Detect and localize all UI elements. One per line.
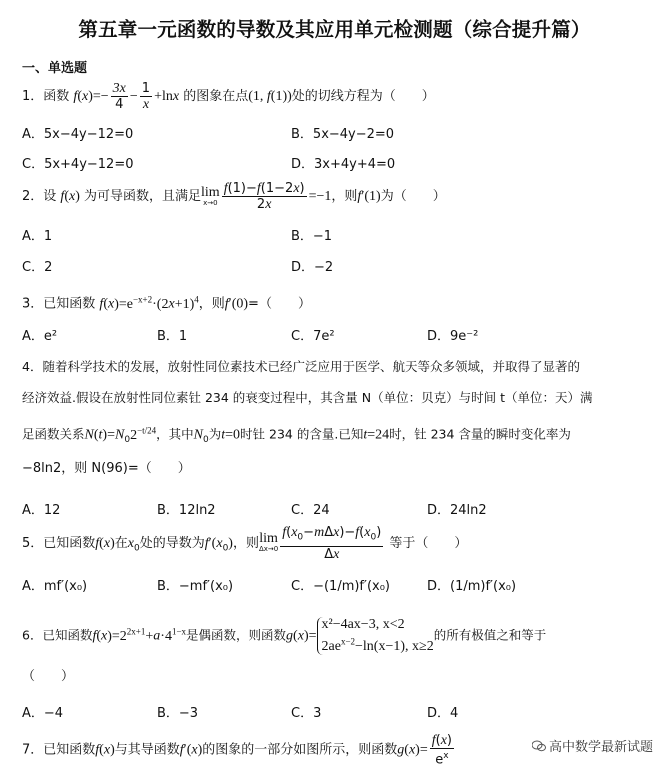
q4-line3d: 时钍 234 的含量.已知 (240, 426, 364, 442)
q4-option-d[interactable]: D．24ln2 (427, 503, 487, 518)
q4-line3b: ，其中 (156, 426, 194, 442)
q3-prefix: 3．已知函数 (22, 296, 96, 312)
question-4-line-4: −8ln2，则 N(96)=（ ） (22, 461, 191, 476)
q5-prefix: 5．已知函数 (22, 535, 96, 551)
q4-line3a: 足函数关系 (22, 426, 85, 442)
q1-option-a[interactable]: A．5x−4y−12=0 (22, 127, 134, 142)
q5-option-c[interactable]: C．−(1/m)f′(x₀) (291, 579, 391, 594)
q1-mid: 的图象在点 (183, 89, 249, 104)
q5-tail: ，则 (232, 535, 259, 551)
question-4-line-2: 经济效益.假设在放射性同位素钍 234 的衰变过程中，其含量 N（单位：贝克）与时间 t（单位：天）满 (22, 390, 593, 405)
q1-option-c[interactable]: C．5x+4y−12=0 (22, 157, 134, 172)
q4-option-a[interactable]: A．12 (22, 503, 61, 518)
q3-tail: ，则 (198, 296, 225, 312)
q6-option-c[interactable]: C．3 (291, 706, 322, 721)
question-6: 6．已知函数$f(x)=2^{2x+1}+a\cdot 4^{1-x}$是偶函数，则函数g(x)=x²−4ax−3, x<2 $2ae^{x-2}-\ln(x-1)$, x≥2的所有极值之和等于 (22, 617, 547, 654)
q2-option-d[interactable]: D．−2 (291, 260, 334, 275)
q2-option-b[interactable]: B．−1 (291, 229, 333, 244)
q1-frac-1-x: $\frac{1}{x}$ (141, 81, 151, 112)
q2-mid: 为可导函数，且满足 (84, 189, 202, 204)
q5-option-d[interactable]: D．(1/m)f′(x₀) (427, 579, 517, 594)
q5-option-a[interactable]: A．mf′(x₀) (22, 579, 88, 594)
watermark (530, 736, 655, 755)
q3-option-c[interactable]: C．7e² (291, 329, 335, 344)
q1-frac-3x-4: $\frac{3x}{4}$ (112, 81, 126, 112)
q4-line3c: 为 (208, 426, 222, 442)
question-4-line-3: 足函数关系$N(t)=N_02^{-t/24}$，其中$N_0$为t=0时钍 234 的含量.已知t=24时，钍 234 含量的瞬时变化率为 (22, 425, 571, 446)
q6-piecewise: x²−4ax−3, x<2 $2ae^{x-2}-\ln(x-1)$, x≥2 (317, 617, 434, 655)
q6-option-a[interactable]: A．−4 (22, 706, 64, 721)
question-4-line-1: 4．随着科学技术的发展，放射性同位素技术已经广泛应用于医学、航天等众多领域，并取得了显著的 (22, 359, 580, 374)
question-7: 7．已知函数f(x)与其导函数f′(x)的图象的一部分如图所示，则函数g(x)= $\frac{f(x)}{e^x}$ (22, 733, 452, 768)
question-2: 2．设 f(x) 为可导函数，且满足lim x→0 $\frac{f(1)-f(1-2x)}{2x}$ =−1，则f′(1)为（ ） (22, 181, 446, 212)
question-3: 3．已知函数 $f(x)=e^{-x+2}\cdot(2x+1)^4$，则f′(0)=（ ） (22, 294, 311, 312)
watermark-text: 高中数学最新试题 (548, 740, 653, 755)
question-5: 5．已知函数f(x)在$x_0$处的导数为$f'(x_0)$，则lim Δx→0 $\frac{f(x_0-m\Delta x)-f(x_0)}{\Delta x}$ 等于（ ） (22, 525, 468, 562)
question-1: 1．函数 f(x)=− $\frac{3x}{4}$ − $\frac{1}{x}$ +lnx 的图象在点(1, f(1))处的切线方程为（ ） (22, 81, 435, 112)
q6-prefix: 6．已知函数 (22, 627, 93, 643)
q6-mid: 是偶函数，则函数 (186, 627, 287, 643)
page-title: 第五章一元函数的导数及其应用单元检测题（综合提升篇） (78, 18, 591, 41)
q2-suffix: 为（ ） (380, 189, 446, 204)
q4-option-c[interactable]: C．24 (291, 503, 330, 518)
q2-tail: ，则 (331, 189, 358, 204)
q7-fraction: $\frac{f(x)}{e^x}$ (431, 733, 452, 768)
q6-option-b[interactable]: B．−3 (157, 706, 199, 721)
q2-fraction: $\frac{f(1)-f(1-2x)}{2x}$ (223, 181, 305, 212)
q7-suffix: 的图象的一部分如图所示，则函数 (202, 742, 398, 758)
q5-mid: 在 (114, 535, 128, 551)
question-6-line-2: （ ） (22, 669, 75, 684)
q2-prefix: 2．设 (22, 189, 57, 204)
q3-suffix: =（ ） (248, 296, 311, 312)
q4-option-b[interactable]: B．12ln2 (157, 503, 216, 518)
q3-option-d[interactable]: D．9e⁻² (427, 329, 479, 344)
q2-limit: lim x→0 (201, 184, 220, 207)
q1-option-b[interactable]: B．5x−4y−2=0 (291, 127, 395, 142)
wechat-icon (532, 740, 546, 752)
q5-limit: lim Δx→0 (258, 531, 279, 554)
q3-option-b[interactable]: B．1 (157, 329, 188, 344)
q1-suffix: 处的切线方程为（ ） (291, 89, 435, 104)
q6-option-d[interactable]: D．4 (427, 706, 459, 721)
q5-mid2: 处的导数为 (139, 535, 205, 551)
q6-suffix: 的所有极值之和等于 (433, 627, 547, 643)
section-heading: 一、单选题 (22, 61, 88, 76)
q2-option-a[interactable]: A．1 (22, 229, 53, 244)
q4-line3e: 时，钍 234 含量的瞬时变化率为 (389, 426, 571, 442)
q1-prefix: 1．函数 (22, 89, 70, 104)
q7-prefix: 7．已知函数 (22, 742, 96, 758)
q5-suffix: 等于（ ） (389, 535, 468, 551)
q2-option-c[interactable]: C．2 (22, 260, 53, 275)
q3-option-a[interactable]: A．e² (22, 329, 58, 344)
q5-fraction: $\frac{f(x_0-m\Delta x)-f(x_0)}{\Delta x}$ (282, 525, 382, 562)
q7-mid: 与其导函数 (114, 742, 180, 758)
q5-option-b[interactable]: B．−mf′(x₀) (157, 579, 234, 594)
q1-option-d[interactable]: D．3x+4y+4=0 (291, 157, 396, 172)
